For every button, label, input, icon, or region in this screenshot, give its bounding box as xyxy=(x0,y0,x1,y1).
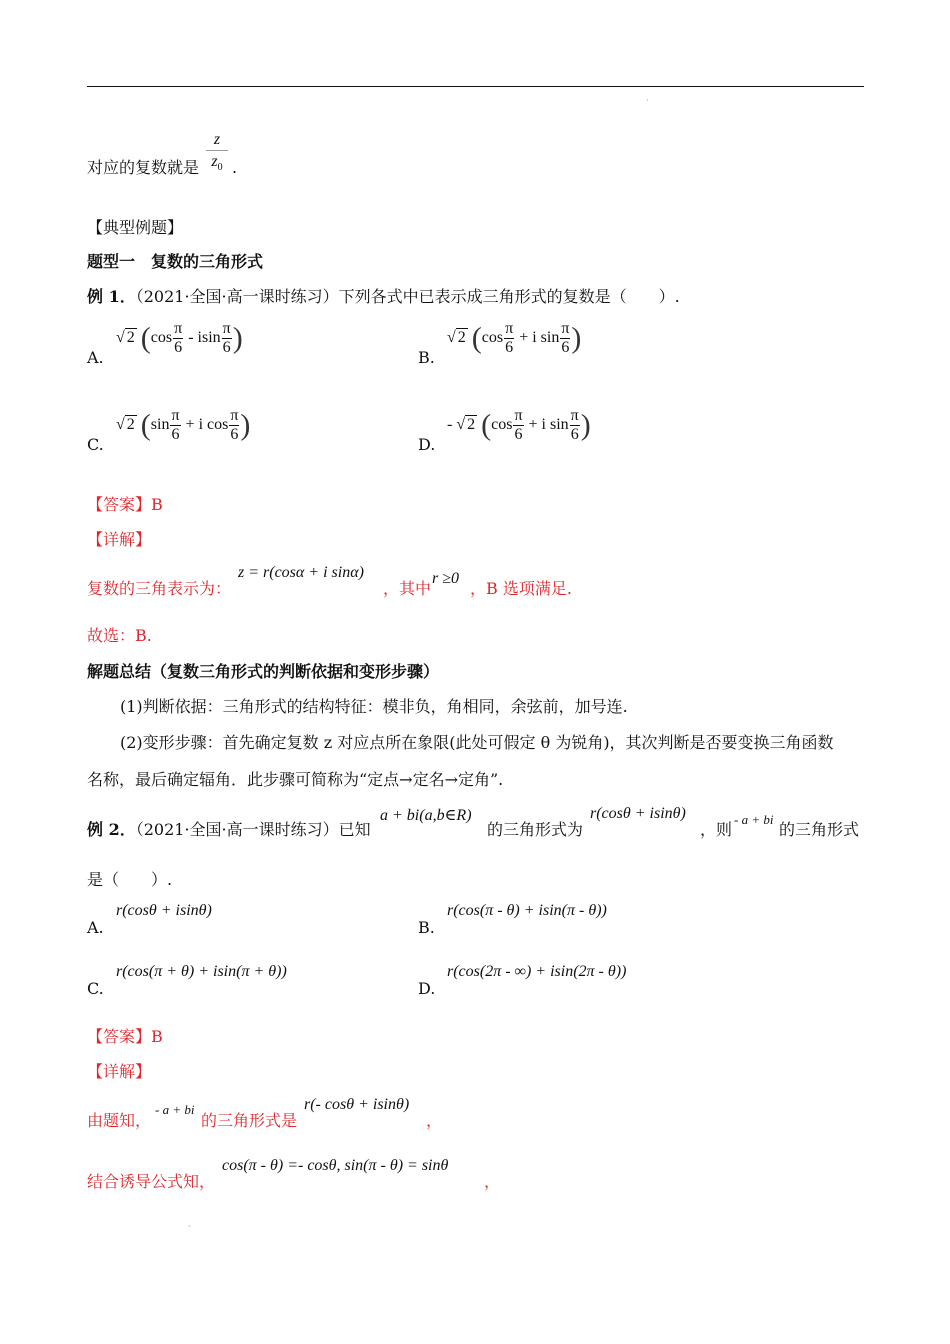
ex1-option-c-expr[interactable]: √ 2 (sin $\frac{\pi}{6}$ + i cos $\frac{\pi}{6}$ ) xyxy=(116,407,251,443)
intro-prefix: 对应的复数就是 xyxy=(87,158,200,177)
intro-frac-sub: 0 xyxy=(217,162,223,174)
ex1-explain-suffix: ，B 选项满足. xyxy=(470,579,572,598)
ex2-option-b-expr[interactable]: r(cos(π - θ) + isin(π - θ)) xyxy=(447,902,607,919)
summary-p2a: (2)变形步骤：首先确定复数 z 对应点所在象限(此处可假定 θ 为锐角)，其次判断是否要变换三角函数 xyxy=(120,733,834,752)
ex2-d1-mid: 的三角形式是 xyxy=(201,1111,298,1130)
ex2-stem-d: 的三角形式 xyxy=(779,820,860,839)
type-title: 题型一 复数的三角形式 xyxy=(87,252,264,271)
sqrt-symbol: √ 2 xyxy=(447,329,466,347)
ex2-d1-neg: - a + bi xyxy=(155,1102,195,1117)
ex2-option-b-letter[interactable]: B. xyxy=(418,918,435,937)
ex1-option-c-letter[interactable]: C. xyxy=(87,435,104,454)
section-title: 【典型例题】 xyxy=(87,218,184,237)
ex2-d1-expr: r(- cosθ + isinθ) xyxy=(304,1096,410,1113)
ex2-d1-prefix: 由题知， xyxy=(87,1111,152,1130)
footer-dot: · xyxy=(188,1222,191,1231)
ex1-question xyxy=(87,287,680,307)
ex2-detail-label: 【详解】 xyxy=(87,1062,152,1081)
ex2-stem-b: 的三角形式为 xyxy=(487,820,584,839)
ex2-option-c-expr[interactable]: r(cos(π + θ) + isin(π + θ)) xyxy=(116,963,287,980)
ex1-option-d-letter[interactable]: D. xyxy=(418,435,436,454)
ex2-label: 例 2． xyxy=(87,820,136,839)
ex2-option-a-letter[interactable]: A. xyxy=(87,918,104,937)
ex2-d1-suffix: ， xyxy=(426,1111,443,1130)
summary-p2b: 名称，最后确定辐角．此步骤可简称为“定点→定名→定角”. xyxy=(87,770,504,789)
summary-p1: (1)判断依据：三角形式的结构特征：模非负，角相同，余弦前，加号连. xyxy=(120,697,628,716)
ex2-d2-expr: cos(π - θ) =- cosθ, sin(π - θ) = sinθ xyxy=(222,1157,449,1174)
sqrt-symbol: √ 2 xyxy=(456,416,476,434)
ex1-stem: （2021·全国·高一课时练习）下列各式中已表示成三角形式的复数是（ ）. xyxy=(135,287,680,306)
ex2-neg: - a + bi xyxy=(734,812,774,827)
header-dot: · xyxy=(646,96,649,105)
ex1-option-a-letter[interactable]: A. xyxy=(87,348,104,367)
ex1-choose: 故选：B. xyxy=(87,626,152,645)
ex1-explain-cond: r ≥0 xyxy=(432,570,460,587)
ex2-stem-e: 是（ ）. xyxy=(87,870,173,889)
ex2-cond: a + bi(a,b∈R) xyxy=(380,807,472,824)
ex2-answer: 【答案】B xyxy=(87,1027,163,1046)
header-rule xyxy=(87,86,864,87)
intro-fraction xyxy=(206,130,228,179)
ex2-question-line1 xyxy=(87,820,371,840)
ex1-option-b-expr[interactable]: √ 2 (cos $\frac{\pi}{6}$ + i sin $\frac{\pi}{6}$ ) xyxy=(447,320,582,356)
sqrt-symbol: √ 2 xyxy=(116,416,135,434)
ex1-explain-formula: z = r(cosα + i sinα) xyxy=(238,564,364,581)
ex1-explain-prefix: 复数的三角表示为： xyxy=(87,579,232,598)
intro-frac-den: z xyxy=(211,153,218,170)
ex1-label: 例 1． xyxy=(87,287,136,306)
summary-title: 解题总结（复数三角形式的判断依据和变形步骤） xyxy=(87,662,440,681)
intro-suffix: . xyxy=(232,158,238,177)
ex1-option-a-expr[interactable]: √ 2 (cos $\frac{\pi}{6}$ - isin $\frac{\pi}{6}$ ) xyxy=(116,320,243,356)
ex2-option-a-expr[interactable]: r(cosθ + isinθ) xyxy=(116,902,212,919)
ex2-option-c-letter[interactable]: C. xyxy=(87,979,104,998)
ex2-option-d-letter[interactable]: D. xyxy=(418,979,436,998)
ex1-explain-mid: ，其中 xyxy=(383,579,432,598)
ex2-d2-prefix: 结合诱导公式知， xyxy=(87,1172,216,1191)
ex1-option-b-letter[interactable]: B. xyxy=(418,348,435,367)
ex2-option-d-expr[interactable]: r(cos(2π - ∞) + isin(2π - θ)) xyxy=(447,963,627,980)
ex2-form: r(cosθ + isinθ) xyxy=(590,805,686,822)
ex2-stem-a: （2021·全国·高一课时练习）已知 xyxy=(135,820,371,839)
sqrt-symbol: √ 2 xyxy=(116,329,135,347)
ex1-option-d-expr[interactable]: - √ 2 (cos $\frac{\pi}{6}$ + i sin $\frac{\pi}{6}$ ) xyxy=(447,407,591,443)
intro-frac-num: z xyxy=(206,130,228,151)
intro-text xyxy=(87,158,199,178)
ex2-d2-suffix: ， xyxy=(484,1172,501,1191)
ex1-detail-label: 【详解】 xyxy=(87,530,152,549)
ex2-stem-c: ，则 xyxy=(700,820,733,839)
ex1-answer: 【答案】B xyxy=(87,495,163,514)
